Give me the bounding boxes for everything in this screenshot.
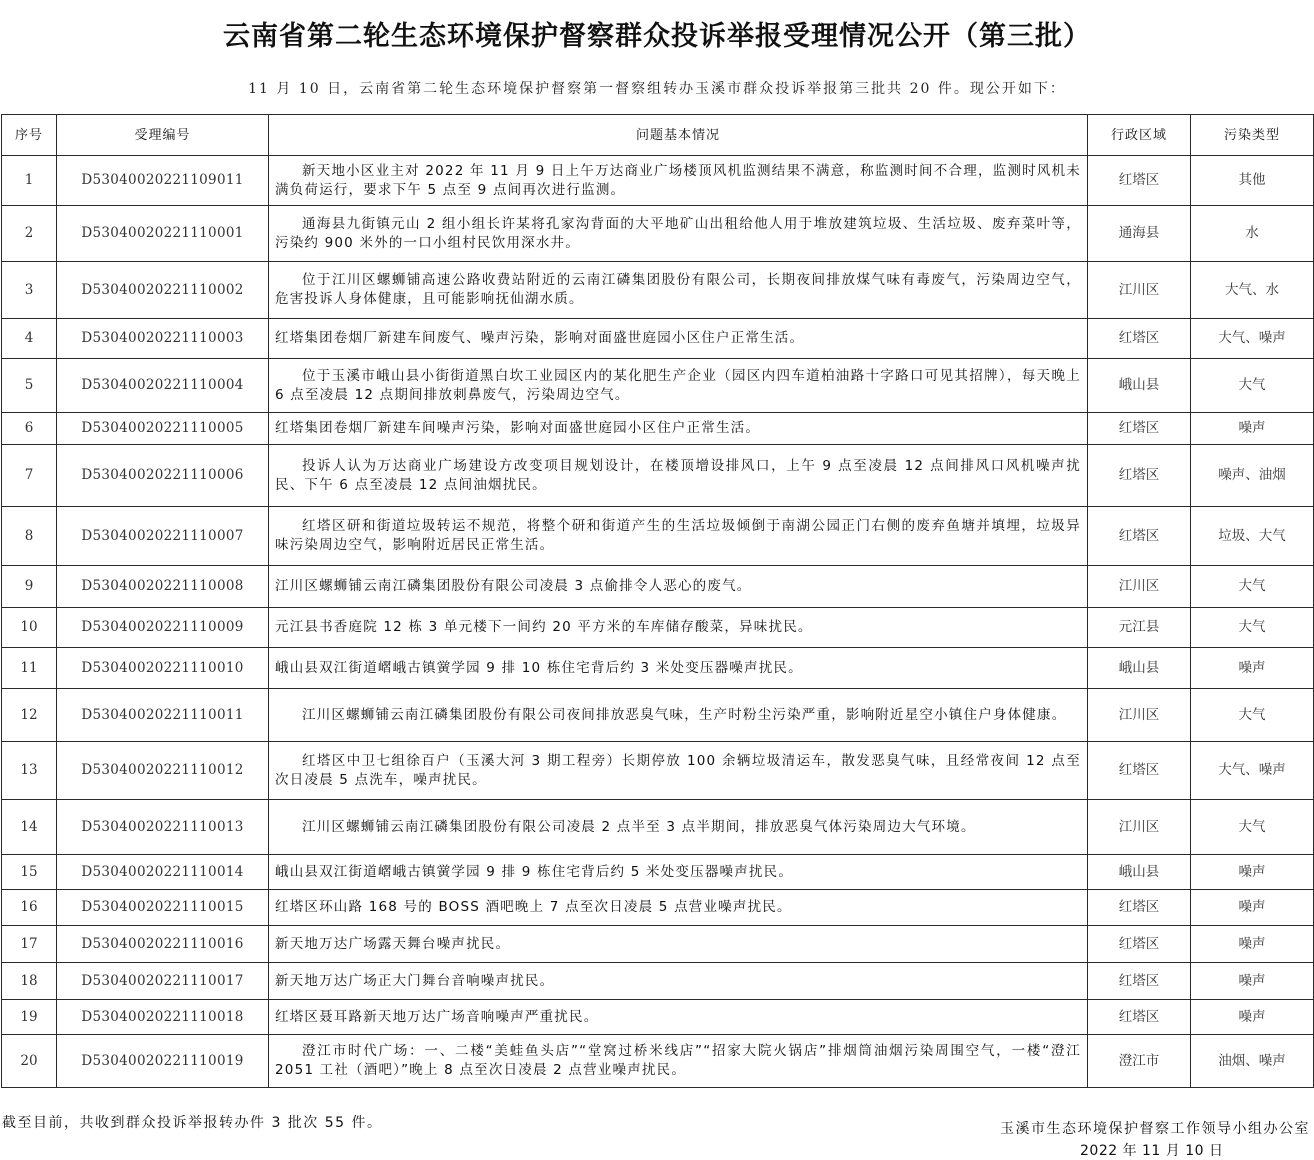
acceptance-code: D53040020221110008 [57,566,269,608]
row-number: 3 [2,262,57,319]
complaint-description: 红塔集团卷烟厂新建车间废气、噪声污染，影响对面盛世庭园小区住户正常生活。 [269,319,1088,359]
row-number: 14 [2,800,57,855]
row-number: 1 [2,156,57,206]
header-area: 行政区域 [1088,115,1191,156]
complaint-description: 通海县九街镇元山 2 组小组长许某将孔家沟背面的大平地矿山出租给他人用于堆放建筑垃圾、生活垃圾、废弃菜叶等，污染约 900 米外的一口小组村民饮用深水井。 [269,206,1088,262]
pollution-type: 噪声、油烟 [1191,445,1314,507]
acceptance-code: D53040020221110017 [57,963,269,1000]
issue-date: 2022 年 11 月 10 日 [1080,1143,1224,1159]
administrative-area: 红塔区 [1088,156,1191,206]
intro-paragraph: 11 月 10 日，云南省第二轮生态环境保护督察第一督察组转办玉溪市群众投诉举报第三批共 20 件。现公开如下： [248,81,1066,97]
table-row [2,855,1314,890]
acceptance-code: D53040020221110006 [57,445,269,507]
pollution-type: 水 [1191,206,1314,262]
acceptance-code: D53040020221110003 [57,319,269,359]
table-row [2,359,1314,413]
pollution-type: 垃圾、大气 [1191,507,1314,566]
administrative-area: 元江县 [1088,608,1191,648]
header-code: 受理编号 [57,115,269,156]
table-body [2,156,1314,1088]
administrative-area: 红塔区 [1088,507,1191,566]
pollution-type: 噪声 [1191,648,1314,689]
acceptance-code: D53040020221110018 [57,1000,269,1035]
complaint-description: 红塔区中卫七组徐百户（玉溪大河 3 期工程旁）长期停放 100 余辆垃圾清运车，散发恶臭气味，且经常夜间 12 点至次日凌晨 5 点洗车，噪声扰民。 [269,742,1088,800]
row-number: 10 [2,608,57,648]
administrative-area: 红塔区 [1088,890,1191,926]
table-header-row [2,115,1314,156]
row-number: 2 [2,206,57,262]
row-number: 7 [2,445,57,507]
row-number: 13 [2,742,57,800]
pollution-type: 大气 [1191,608,1314,648]
table-row [2,890,1314,926]
row-number: 5 [2,359,57,413]
row-number: 19 [2,1000,57,1035]
table-row [2,608,1314,648]
acceptance-code: D53040020221110015 [57,890,269,926]
table-row [2,319,1314,359]
acceptance-code: D53040020221110009 [57,608,269,648]
row-number: 8 [2,507,57,566]
complaint-description: 红塔区研和街道垃圾转运不规范，将整个研和街道产生的生活垃圾倾倒于南湖公园正门右侧的废弃鱼塘并填埋，垃圾异味污染周边空气，影响附近居民正常生活。 [269,507,1088,566]
row-number: 11 [2,648,57,689]
pollution-type: 噪声 [1191,1000,1314,1035]
table-row [2,445,1314,507]
administrative-area: 通海县 [1088,206,1191,262]
administrative-area: 红塔区 [1088,413,1191,445]
complaint-description: 江川区螺蛳铺云南江磷集团股份有限公司凌晨 3 点偷排令人恶心的废气。 [269,566,1088,608]
administrative-area: 峨山县 [1088,855,1191,890]
acceptance-code: D53040020221110011 [57,689,269,742]
row-number: 18 [2,963,57,1000]
pollution-type: 噪声 [1191,926,1314,963]
table-row [2,689,1314,742]
table-row [2,926,1314,963]
issuing-office: 玉溪市生态环境保护督察工作领导小组办公室 [1000,1121,1310,1137]
pollution-type: 大气 [1191,359,1314,413]
administrative-area: 江川区 [1088,689,1191,742]
acceptance-code: D53040020221109011 [57,156,269,206]
table-row [2,1000,1314,1035]
row-number: 9 [2,566,57,608]
administrative-area: 江川区 [1088,262,1191,319]
row-number: 20 [2,1035,57,1088]
pollution-type: 大气 [1191,800,1314,855]
table-row [2,800,1314,855]
complaint-description: 位于江川区螺蛳铺高速公路收费站附近的云南江磷集团股份有限公司，长期夜间排放煤气味有毒废气，污染周边空气，危害投诉人身体健康，且可能影响抚仙湖水质。 [269,262,1088,319]
complaint-description: 元江县书香庭院 12 栋 3 单元楼下一间约 20 平方米的车库储存酸菜，异味扰民。 [269,608,1088,648]
table-row [2,156,1314,206]
complaint-description: 澄江市时代广场：一、二楼“美蛙鱼头店”“堂窝过桥米线店”“招家大院火锅店”排烟筒油烟污染周围空气，一楼“澄江 2051 工社（酒吧）”晚上 8 点至次日凌晨 2 点营业噪声扰民。 [269,1035,1088,1088]
administrative-area: 红塔区 [1088,742,1191,800]
acceptance-code: D53040020221110005 [57,413,269,445]
complaint-description: 新天地万达广场露天舞台噪声扰民。 [269,926,1088,963]
row-number: 17 [2,926,57,963]
complaints-table [1,114,1314,1088]
administrative-area: 峨山县 [1088,648,1191,689]
administrative-area: 红塔区 [1088,319,1191,359]
pollution-type: 大气、噪声 [1191,742,1314,800]
table-row [2,413,1314,445]
acceptance-code: D53040020221110010 [57,648,269,689]
acceptance-code: D53040020221110013 [57,800,269,855]
table-row [2,262,1314,319]
table-row [2,566,1314,608]
pollution-type: 其他 [1191,156,1314,206]
table-row [2,507,1314,566]
pollution-type: 大气 [1191,689,1314,742]
table-row [2,742,1314,800]
complaint-description: 江川区螺蛳铺云南江磷集团股份有限公司凌晨 2 点半至 3 点半期间，排放恶臭气体污染周边大气环境。 [269,800,1088,855]
acceptance-code: D53040020221110014 [57,855,269,890]
pollution-type: 大气 [1191,566,1314,608]
row-number: 6 [2,413,57,445]
pollution-type: 噪声 [1191,890,1314,926]
header-type: 污染类型 [1191,115,1314,156]
pollution-type: 大气、水 [1191,262,1314,319]
table-row [2,206,1314,262]
row-number: 16 [2,890,57,926]
complaint-description: 新天地万达广场正大门舞台音响噪声扰民。 [269,963,1088,1000]
acceptance-code: D53040020221110016 [57,926,269,963]
pollution-type: 噪声 [1191,413,1314,445]
complaint-description: 峨山县双江街道嶍峨古镇黉学园 9 排 9 栋住宅背后约 5 米处变压器噪声扰民。 [269,855,1088,890]
header-desc: 问题基本情况 [269,115,1088,156]
row-number: 12 [2,689,57,742]
complaint-description: 红塔区环山路 168 号的 BOSS 酒吧晚上 7 点至次日凌晨 5 点营业噪声扰民。 [269,890,1088,926]
pollution-type: 噪声 [1191,855,1314,890]
acceptance-code: D53040020221110007 [57,507,269,566]
acceptance-code: D53040020221110004 [57,359,269,413]
complaint-description: 峨山县双江街道嶍峨古镇黉学园 9 排 10 栋住宅背后约 3 米处变压器噪声扰民。 [269,648,1088,689]
acceptance-code: D53040020221110002 [57,262,269,319]
page-title: 云南省第二轮生态环境保护督察群众投诉举报受理情况公开（第三批） [223,21,1091,52]
pollution-type: 油烟、噪声 [1191,1035,1314,1088]
row-number: 15 [2,855,57,890]
administrative-area: 峨山县 [1088,359,1191,413]
administrative-area: 红塔区 [1088,1000,1191,1035]
complaint-description: 江川区螺蛳铺云南江磷集团股份有限公司夜间排放恶臭气味，生产时粉尘污染严重，影响附近星空小镇住户身体健康。 [269,689,1088,742]
administrative-area: 红塔区 [1088,926,1191,963]
complaint-description: 位于玉溪市峨山县小街街道黑白坎工业园区内的某化肥生产企业（园区内四车道柏油路十字路口可见其招牌），每天晚上 6 点至凌晨 12 点期间排放刺鼻废气，污染周边空气。 [269,359,1088,413]
table-row [2,1035,1314,1088]
pollution-type: 噪声 [1191,963,1314,1000]
header-no: 序号 [2,115,57,156]
complaint-description: 新天地小区业主对 2022 年 11 月 9 日上午万达商业广场楼顶风机监测结果不满意，称监测时间不合理，监测时风机未满负荷运行，要求下午 5 点至 9 点间再次进行监测。 [269,156,1088,206]
acceptance-code: D53040020221110019 [57,1035,269,1088]
complaint-description: 红塔区聂耳路新天地万达广场音响噪声严重扰民。 [269,1000,1088,1035]
administrative-area: 红塔区 [1088,963,1191,1000]
administrative-area: 江川区 [1088,800,1191,855]
complaint-description: 投诉人认为万达商业广场建设方改变项目规划设计，在楼顶增设排风口，上午 9 点至凌晨 12 点间排风口风机噪声扰民、下午 6 点至凌晨 12 点间油烟扰民。 [269,445,1088,507]
administrative-area: 江川区 [1088,566,1191,608]
acceptance-code: D53040020221110001 [57,206,269,262]
table-row [2,963,1314,1000]
pollution-type: 大气、噪声 [1191,319,1314,359]
acceptance-code: D53040020221110012 [57,742,269,800]
table-row [2,648,1314,689]
administrative-area: 澄江市 [1088,1035,1191,1088]
complaint-description: 红塔集团卷烟厂新建车间噪声污染，影响对面盛世庭园小区住户正常生活。 [269,413,1088,445]
row-number: 4 [2,319,57,359]
administrative-area: 红塔区 [1088,445,1191,507]
summary-text: 截至目前，共收到群众投诉举报转办件 3 批次 55 件。 [2,1115,383,1131]
